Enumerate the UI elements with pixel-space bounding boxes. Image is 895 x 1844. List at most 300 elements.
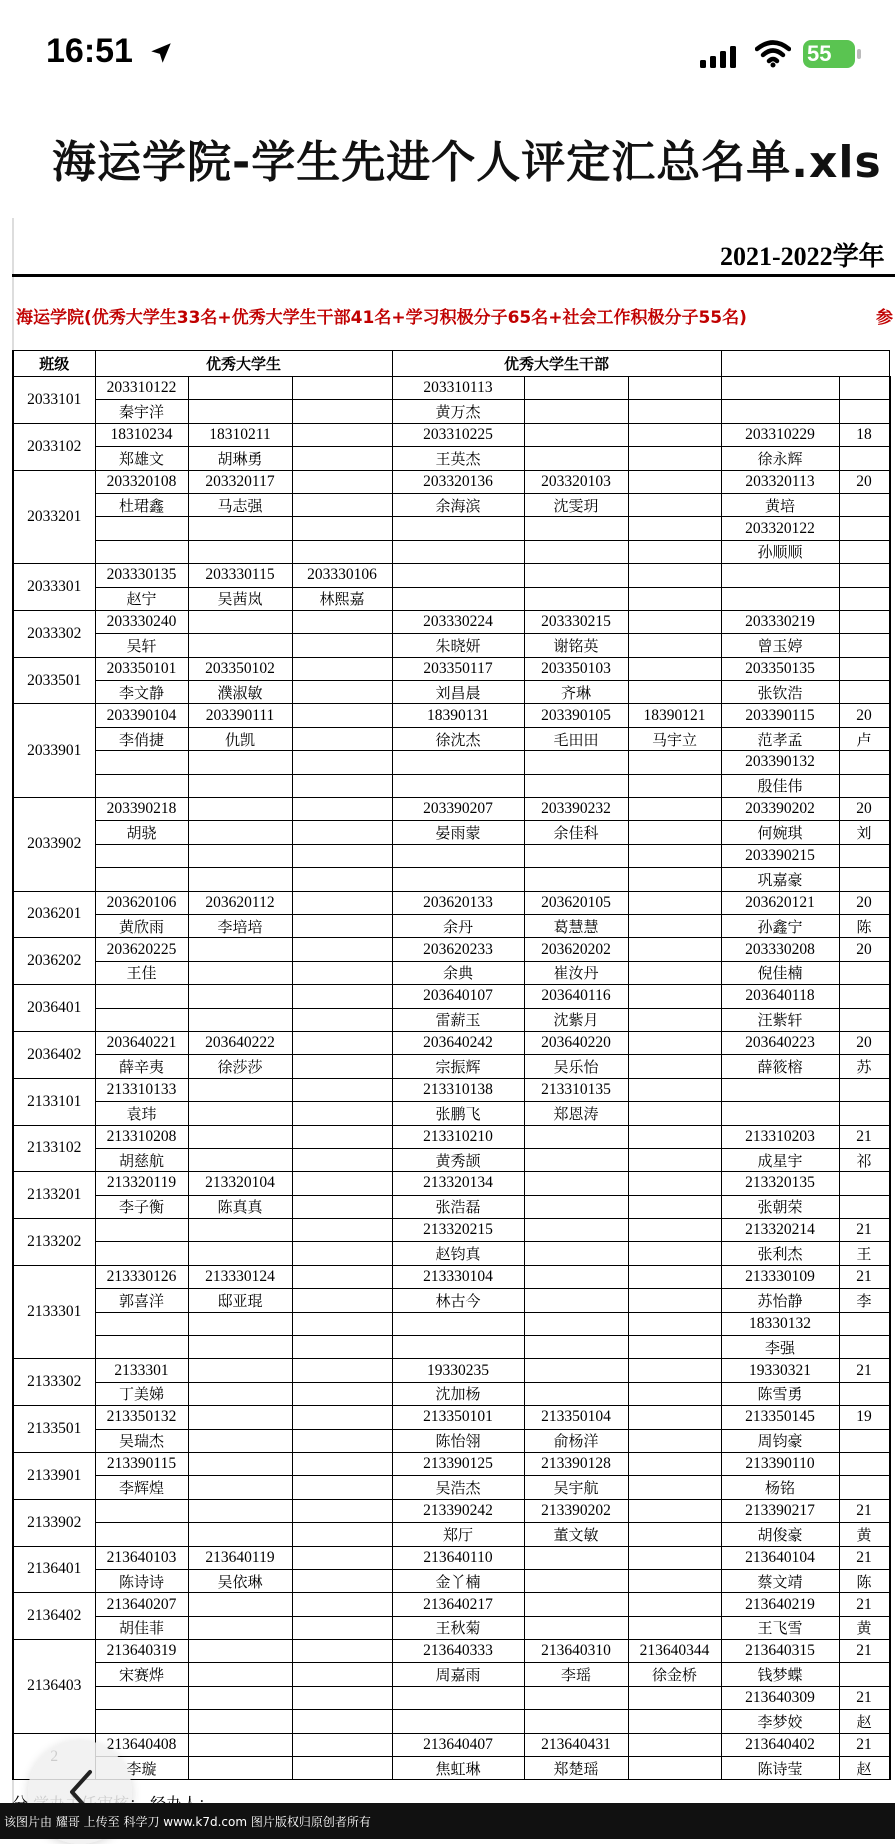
table-cell[interactable]	[524, 1219, 628, 1242]
table-cell[interactable]: 213640315	[721, 1640, 839, 1663]
table-cell[interactable]: 20	[839, 798, 889, 821]
table-cell[interactable]	[628, 377, 721, 400]
table-cell[interactable]	[95, 1686, 188, 1709]
table-cell[interactable]: 黄欣雨	[95, 914, 188, 937]
table-cell[interactable]: 徐永辉	[721, 447, 839, 470]
table-cell[interactable]	[889, 844, 890, 867]
table-cell[interactable]: 203390105	[524, 704, 628, 727]
table-cell[interactable]: 213390115	[95, 1452, 188, 1475]
table-cell[interactable]: 沈雯玥	[524, 493, 628, 516]
table-cell[interactable]: 203350117	[392, 657, 524, 680]
table-cell[interactable]: 213350145	[721, 1406, 839, 1429]
table-cell[interactable]: 余丹	[392, 914, 524, 937]
table-cell[interactable]	[889, 1289, 890, 1312]
table-cell[interactable]: 203390132	[721, 751, 839, 774]
table-cell[interactable]: 焦虹琳	[392, 1757, 524, 1780]
class-cell[interactable]: 2133901	[13, 1452, 95, 1499]
table-cell[interactable]: 21	[839, 1499, 889, 1522]
table-cell[interactable]	[839, 634, 889, 657]
table-cell[interactable]: 203640116	[524, 985, 628, 1008]
table-cell[interactable]: 李强	[721, 1336, 839, 1359]
table-cell[interactable]: 203330115	[188, 564, 292, 587]
table-cell[interactable]: 213310208	[95, 1125, 188, 1148]
table-cell[interactable]	[292, 1289, 392, 1312]
table-cell[interactable]: 203320108	[95, 470, 188, 493]
table-cell[interactable]	[524, 1195, 628, 1218]
table-cell[interactable]	[188, 1125, 292, 1148]
class-cell[interactable]: 2033102	[13, 423, 95, 470]
table-cell[interactable]: 黄秀颉	[392, 1148, 524, 1171]
table-cell[interactable]	[292, 774, 392, 797]
table-cell[interactable]	[95, 1710, 188, 1733]
table-cell[interactable]	[889, 1663, 890, 1686]
table-cell[interactable]: 203330208	[721, 938, 839, 961]
table-cell[interactable]	[524, 517, 628, 540]
table-cell[interactable]	[628, 774, 721, 797]
table-cell[interactable]	[889, 1242, 890, 1265]
table-cell[interactable]	[524, 447, 628, 470]
table-cell[interactable]: 213390128	[524, 1452, 628, 1475]
table-cell[interactable]: 213320135	[721, 1172, 839, 1195]
table-cell[interactable]: 刘昌晨	[392, 681, 524, 704]
table-cell[interactable]	[292, 493, 392, 516]
table-cell[interactable]: 李梦姣	[721, 1710, 839, 1733]
table-cell[interactable]: 毛田田	[524, 727, 628, 750]
table-cell[interactable]	[889, 774, 890, 797]
table-cell[interactable]: 213640408	[95, 1733, 188, 1756]
table-cell[interactable]	[889, 798, 890, 821]
table-cell[interactable]: 20	[839, 938, 889, 961]
table-cell[interactable]	[392, 1686, 524, 1709]
table-cell[interactable]: 刘	[839, 821, 889, 844]
table-cell[interactable]	[292, 610, 392, 633]
table-cell[interactable]	[188, 985, 292, 1008]
table-cell[interactable]	[628, 961, 721, 984]
table-cell[interactable]: 杜珺鑫	[95, 493, 188, 516]
table-cell[interactable]: 213640407	[392, 1733, 524, 1756]
table-cell[interactable]	[292, 1312, 392, 1335]
class-cell[interactable]: 2036401	[13, 985, 95, 1032]
table-cell[interactable]: 孙鑫宁	[721, 914, 839, 937]
table-cell[interactable]: 213640310	[524, 1640, 628, 1663]
table-cell[interactable]	[392, 868, 524, 891]
class-cell[interactable]: 2036202	[13, 938, 95, 985]
table-cell[interactable]: 胡佳菲	[95, 1616, 188, 1639]
table-cell[interactable]: 203390104	[95, 704, 188, 727]
table-cell[interactable]	[292, 681, 392, 704]
table-cell[interactable]	[188, 1523, 292, 1546]
table-cell[interactable]	[292, 1733, 392, 1756]
table-cell[interactable]	[628, 610, 721, 633]
table-cell[interactable]: 203350103	[524, 657, 628, 680]
table-cell[interactable]	[292, 727, 392, 750]
table-cell[interactable]	[889, 1546, 890, 1569]
table-cell[interactable]	[628, 1359, 721, 1382]
table-cell[interactable]	[889, 681, 890, 704]
table-cell[interactable]	[839, 564, 889, 587]
table-cell[interactable]	[628, 1452, 721, 1475]
table-cell[interactable]: 203310229	[721, 423, 839, 446]
table-cell[interactable]	[524, 1569, 628, 1592]
table-cell[interactable]	[292, 985, 392, 1008]
table-cell[interactable]	[188, 1757, 292, 1780]
table-cell[interactable]: 王秋菊	[392, 1616, 524, 1639]
table-cell[interactable]	[628, 657, 721, 680]
table-cell[interactable]: 张鹏飞	[392, 1102, 524, 1125]
table-cell[interactable]	[292, 938, 392, 961]
table-cell[interactable]	[95, 1523, 188, 1546]
table-cell[interactable]	[628, 1523, 721, 1546]
table-cell[interactable]: 203620121	[721, 891, 839, 914]
table-cell[interactable]	[292, 1172, 392, 1195]
class-cell[interactable]: 2033902	[13, 798, 95, 892]
table-cell[interactable]	[524, 564, 628, 587]
table-cell[interactable]	[839, 681, 889, 704]
table-cell[interactable]	[889, 377, 890, 400]
table-cell[interactable]	[889, 517, 890, 540]
table-cell[interactable]: 213640207	[95, 1593, 188, 1616]
table-cell[interactable]	[721, 587, 839, 610]
table-cell[interactable]	[292, 1359, 392, 1382]
table-cell[interactable]	[188, 517, 292, 540]
table-cell[interactable]	[292, 1757, 392, 1780]
table-cell[interactable]	[628, 470, 721, 493]
table-cell[interactable]: 李辉煌	[95, 1476, 188, 1499]
table-cell[interactable]: 203620233	[392, 938, 524, 961]
table-cell[interactable]	[889, 564, 890, 587]
table-cell[interactable]	[188, 1148, 292, 1171]
table-cell[interactable]	[721, 1102, 839, 1125]
table-cell[interactable]	[839, 540, 889, 563]
class-cell[interactable]: 2036201	[13, 891, 95, 938]
table-cell[interactable]: 张利杰	[721, 1242, 839, 1265]
table-cell[interactable]: 213640431	[524, 1733, 628, 1756]
table-cell[interactable]	[889, 1055, 890, 1078]
table-cell[interactable]	[839, 961, 889, 984]
table-cell[interactable]: 吴浩杰	[392, 1476, 524, 1499]
table-cell[interactable]: 21	[839, 1686, 889, 1709]
table-cell[interactable]	[292, 1452, 392, 1475]
table-cell[interactable]: 周钧豪	[721, 1429, 839, 1452]
table-cell[interactable]: 郑恩涛	[524, 1102, 628, 1125]
table-cell[interactable]	[292, 821, 392, 844]
table-cell[interactable]: 徐沈杰	[392, 727, 524, 750]
table-cell[interactable]: 213640319	[95, 1640, 188, 1663]
table-cell[interactable]	[188, 844, 292, 867]
table-cell[interactable]	[524, 751, 628, 774]
table-cell[interactable]: 吴乐怡	[524, 1055, 628, 1078]
table-cell[interactable]	[889, 1406, 890, 1429]
table-cell[interactable]	[839, 1382, 889, 1405]
table-cell[interactable]	[889, 961, 890, 984]
table-cell[interactable]: 203620106	[95, 891, 188, 914]
table-cell[interactable]	[839, 868, 889, 891]
table-cell[interactable]: 丁美娣	[95, 1382, 188, 1405]
table-cell[interactable]	[392, 587, 524, 610]
table-cell[interactable]	[889, 540, 890, 563]
table-cell[interactable]: 王英杰	[392, 447, 524, 470]
table-cell[interactable]: 蔡文靖	[721, 1569, 839, 1592]
table-cell[interactable]: 203640221	[95, 1031, 188, 1054]
table-cell[interactable]	[628, 1102, 721, 1125]
table-cell[interactable]: 203390232	[524, 798, 628, 821]
table-cell[interactable]	[188, 400, 292, 423]
table-cell[interactable]: 203640222	[188, 1031, 292, 1054]
table-cell[interactable]	[889, 1078, 890, 1101]
table-cell[interactable]: 谢铭英	[524, 634, 628, 657]
table-cell[interactable]: 薛筱榕	[721, 1055, 839, 1078]
table-cell[interactable]	[721, 564, 839, 587]
table-cell[interactable]	[292, 1382, 392, 1405]
table-cell[interactable]	[524, 844, 628, 867]
table-cell[interactable]	[628, 844, 721, 867]
table-cell[interactable]: 213640103	[95, 1546, 188, 1569]
table-cell[interactable]	[889, 1686, 890, 1709]
table-cell[interactable]: 18390121	[628, 704, 721, 727]
table-cell[interactable]	[628, 587, 721, 610]
table-cell[interactable]: 齐琳	[524, 681, 628, 704]
table-cell[interactable]	[889, 868, 890, 891]
table-cell[interactable]	[628, 564, 721, 587]
table-cell[interactable]	[889, 1499, 890, 1522]
table-cell[interactable]	[292, 1406, 392, 1429]
table-cell[interactable]: 金丫楠	[392, 1569, 524, 1592]
table-cell[interactable]	[839, 774, 889, 797]
table-cell[interactable]	[839, 1476, 889, 1499]
table-cell[interactable]	[292, 423, 392, 446]
table-cell[interactable]	[628, 751, 721, 774]
table-cell[interactable]: 213640333	[392, 1640, 524, 1663]
table-cell[interactable]	[628, 1616, 721, 1639]
table-cell[interactable]	[889, 1219, 890, 1242]
table-cell[interactable]	[292, 798, 392, 821]
table-cell[interactable]: 203390202	[721, 798, 839, 821]
table-cell[interactable]	[889, 891, 890, 914]
table-cell[interactable]	[188, 540, 292, 563]
table-cell[interactable]	[188, 1616, 292, 1639]
table-cell[interactable]: 203640220	[524, 1031, 628, 1054]
table-cell[interactable]	[95, 1219, 188, 1242]
table-cell[interactable]	[524, 1312, 628, 1335]
table-cell[interactable]	[188, 1102, 292, 1125]
table-cell[interactable]	[839, 447, 889, 470]
class-cell[interactable]: 2033501	[13, 657, 95, 704]
table-cell[interactable]	[889, 1757, 890, 1780]
table-cell[interactable]: 20	[839, 704, 889, 727]
table-cell[interactable]	[839, 1102, 889, 1125]
table-cell[interactable]: 郑厅	[392, 1523, 524, 1546]
table-cell[interactable]: 曾玉婷	[721, 634, 839, 657]
table-cell[interactable]: 赵宁	[95, 587, 188, 610]
table-cell[interactable]: 213310135	[524, 1078, 628, 1101]
table-cell[interactable]: 203310122	[95, 377, 188, 400]
table-cell[interactable]: 2133301	[95, 1359, 188, 1382]
table-cell[interactable]	[188, 798, 292, 821]
table-cell[interactable]	[392, 774, 524, 797]
class-cell[interactable]: 2033301	[13, 564, 95, 611]
table-cell[interactable]: 19	[839, 1406, 889, 1429]
table-cell[interactable]	[292, 470, 392, 493]
table-cell[interactable]	[95, 540, 188, 563]
table-cell[interactable]: 胡俊豪	[721, 1523, 839, 1546]
table-cell[interactable]: 213330124	[188, 1265, 292, 1288]
table-cell[interactable]	[292, 1055, 392, 1078]
table-cell[interactable]	[292, 1265, 392, 1288]
table-cell[interactable]: 203620112	[188, 891, 292, 914]
table-cell[interactable]: 郑楚瑶	[524, 1757, 628, 1780]
table-cell[interactable]	[721, 400, 839, 423]
table-cell[interactable]: 陈怡翎	[392, 1429, 524, 1452]
table-cell[interactable]: 张钦浩	[721, 681, 839, 704]
table-cell[interactable]: 18390131	[392, 704, 524, 727]
table-cell[interactable]	[839, 751, 889, 774]
table-cell[interactable]: 赵	[839, 1757, 889, 1780]
table-cell[interactable]	[839, 844, 889, 867]
table-cell[interactable]: 21	[839, 1640, 889, 1663]
table-cell[interactable]: 陈诗诗	[95, 1569, 188, 1592]
table-cell[interactable]: 213640110	[392, 1546, 524, 1569]
table-cell[interactable]: 203350101	[95, 657, 188, 680]
table-cell[interactable]: 213320104	[188, 1172, 292, 1195]
table-cell[interactable]	[628, 493, 721, 516]
table-cell[interactable]	[889, 1336, 890, 1359]
table-cell[interactable]: 宗振辉	[392, 1055, 524, 1078]
class-cell[interactable]: 2133101	[13, 1078, 95, 1125]
table-cell[interactable]	[392, 1312, 524, 1335]
table-cell[interactable]	[889, 1452, 890, 1475]
table-cell[interactable]: 20	[839, 1031, 889, 1054]
table-cell[interactable]	[628, 400, 721, 423]
table-cell[interactable]	[889, 727, 890, 750]
table-cell[interactable]	[188, 1686, 292, 1709]
table-cell[interactable]: 吴瑞杰	[95, 1429, 188, 1452]
table-cell[interactable]: 晏雨蒙	[392, 821, 524, 844]
table-cell[interactable]	[292, 1476, 392, 1499]
table-cell[interactable]	[628, 1172, 721, 1195]
table-cell[interactable]: 雷薪玉	[392, 1008, 524, 1031]
table-cell[interactable]: 213320214	[721, 1219, 839, 1242]
table-cell[interactable]	[292, 657, 392, 680]
table-cell[interactable]	[524, 1710, 628, 1733]
table-cell[interactable]: 卢	[839, 727, 889, 750]
table-cell[interactable]	[889, 610, 890, 633]
table-cell[interactable]	[292, 914, 392, 937]
table-cell[interactable]	[628, 1406, 721, 1429]
table-cell[interactable]	[839, 610, 889, 633]
table-cell[interactable]	[292, 1031, 392, 1054]
table-cell[interactable]: 203620105	[524, 891, 628, 914]
table-cell[interactable]: 汪紫轩	[721, 1008, 839, 1031]
table-cell[interactable]: 213640217	[392, 1593, 524, 1616]
table-cell[interactable]	[188, 1499, 292, 1522]
table-cell[interactable]: 203320117	[188, 470, 292, 493]
class-cell[interactable]: 2133202	[13, 1219, 95, 1266]
table-cell[interactable]	[628, 1289, 721, 1312]
table-cell[interactable]	[839, 1452, 889, 1475]
table-cell[interactable]	[889, 493, 890, 516]
table-cell[interactable]	[188, 1640, 292, 1663]
table-cell[interactable]	[889, 1569, 890, 1592]
class-cell[interactable]: 2033901	[13, 704, 95, 798]
table-cell[interactable]	[628, 1242, 721, 1265]
table-cell[interactable]	[628, 1733, 721, 1756]
table-cell[interactable]	[188, 751, 292, 774]
table-cell[interactable]: 213310138	[392, 1078, 524, 1101]
table-cell[interactable]	[889, 447, 890, 470]
table-cell[interactable]: 余佳科	[524, 821, 628, 844]
table-cell[interactable]	[839, 1078, 889, 1101]
table-cell[interactable]	[188, 1710, 292, 1733]
table-cell[interactable]: 徐莎莎	[188, 1055, 292, 1078]
table-cell[interactable]	[292, 868, 392, 891]
table-cell[interactable]: 203640242	[392, 1031, 524, 1054]
class-cell[interactable]: 2136402	[13, 1593, 95, 1640]
table-cell[interactable]	[628, 1710, 721, 1733]
table-cell[interactable]	[889, 1616, 890, 1639]
table-cell[interactable]	[524, 1125, 628, 1148]
table-cell[interactable]: 孙顺顺	[721, 540, 839, 563]
table-cell[interactable]	[188, 1359, 292, 1382]
table-cell[interactable]	[889, 657, 890, 680]
table-cell[interactable]	[292, 1640, 392, 1663]
table-cell[interactable]: 苏	[839, 1055, 889, 1078]
table-cell[interactable]	[292, 1593, 392, 1616]
table-cell[interactable]: 213640119	[188, 1546, 292, 1569]
table-cell[interactable]	[524, 1686, 628, 1709]
table-cell[interactable]	[188, 774, 292, 797]
table-cell[interactable]: 沈紫月	[524, 1008, 628, 1031]
table-cell[interactable]	[839, 517, 889, 540]
table-cell[interactable]	[524, 868, 628, 891]
table-cell[interactable]	[889, 400, 890, 423]
table-cell[interactable]	[628, 1008, 721, 1031]
table-cell[interactable]	[889, 1523, 890, 1546]
table-cell[interactable]: 213330126	[95, 1265, 188, 1288]
table-cell[interactable]: 巩嘉豪	[721, 868, 839, 891]
table-cell[interactable]	[292, 1148, 392, 1171]
table-cell[interactable]: 胡骁	[95, 821, 188, 844]
table-cell[interactable]: 李瑶	[524, 1663, 628, 1686]
table-cell[interactable]: 朱晓妍	[392, 634, 524, 657]
table-cell[interactable]	[292, 1616, 392, 1639]
table-cell[interactable]	[889, 1148, 890, 1171]
table-cell[interactable]: 203620225	[95, 938, 188, 961]
table-cell[interactable]: 213310210	[392, 1125, 524, 1148]
table-cell[interactable]	[889, 1382, 890, 1405]
table-cell[interactable]	[628, 1757, 721, 1780]
table-cell[interactable]	[889, 1172, 890, 1195]
table-cell[interactable]	[188, 1219, 292, 1242]
table-cell[interactable]	[292, 447, 392, 470]
table-cell[interactable]: 213310133	[95, 1078, 188, 1101]
table-cell[interactable]	[188, 1663, 292, 1686]
table-cell[interactable]	[839, 657, 889, 680]
table-cell[interactable]: 黄	[839, 1616, 889, 1639]
class-cell[interactable]: 2133102	[13, 1125, 95, 1172]
table-cell[interactable]	[628, 891, 721, 914]
table-cell[interactable]: 213320215	[392, 1219, 524, 1242]
table-cell[interactable]: 王	[839, 1242, 889, 1265]
table-cell[interactable]	[628, 914, 721, 937]
table-cell[interactable]	[889, 470, 890, 493]
class-cell[interactable]: 2133201	[13, 1172, 95, 1219]
table-cell[interactable]: 李	[839, 1289, 889, 1312]
table-cell[interactable]	[188, 868, 292, 891]
table-cell[interactable]	[292, 751, 392, 774]
table-cell[interactable]	[839, 1429, 889, 1452]
class-cell[interactable]: 2133501	[13, 1406, 95, 1453]
table-cell[interactable]	[292, 1546, 392, 1569]
